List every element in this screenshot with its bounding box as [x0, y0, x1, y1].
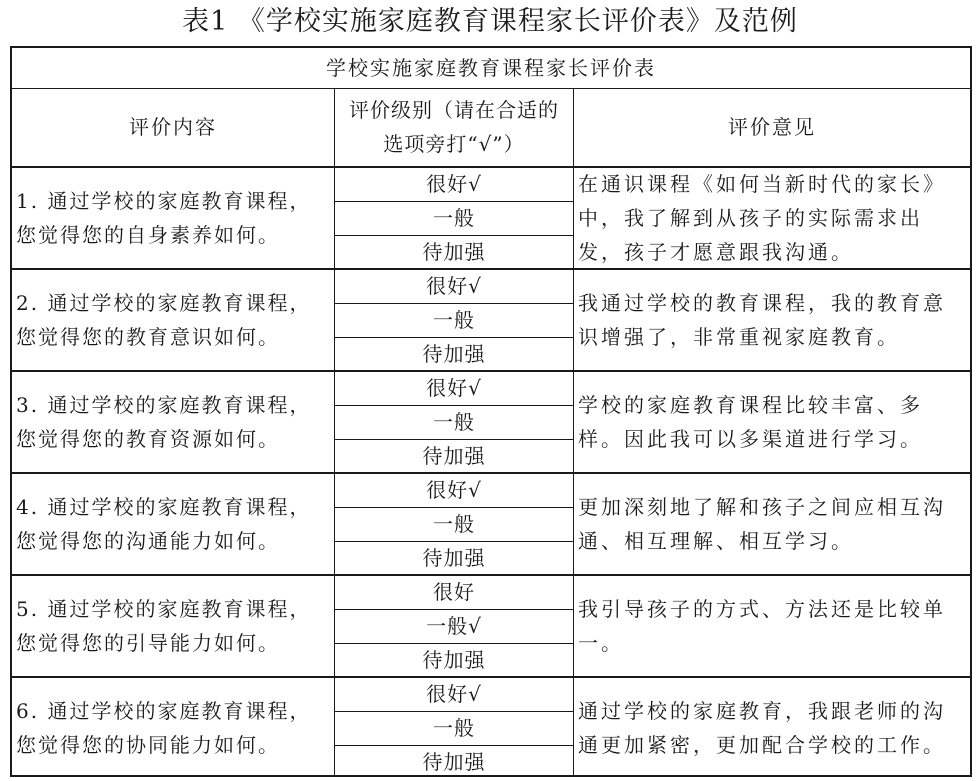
level-separator [335, 303, 573, 304]
level-option: 待加强 [422, 750, 486, 774]
level-separator [335, 541, 573, 542]
header-level: 评价级别（请在合适的选项旁打“√”） [349, 98, 559, 156]
level-separator [335, 711, 573, 712]
row-content: 4. 通过学校的家庭教育课程，您觉得您的沟通能力如何。 [16, 495, 312, 553]
level-separator [335, 609, 573, 610]
row-opinion: 更加深刻地了解和孩子之间应相互沟通、相互理解、相互学习。 [578, 495, 946, 553]
row-opinion: 在通识课程《如何当新时代的家长》中，我了解到从孩子的实际需求出发，孩子才愿意跟我沟通。 [578, 172, 946, 264]
row-content: 5. 通过学校的家庭教育课程，您觉得您的引导能力如何。 [16, 597, 312, 655]
level-option: 很好√ [426, 376, 482, 400]
table-title: 学校实施家庭教育课程家长评价表 [326, 56, 656, 80]
header-content: 评价内容 [129, 115, 217, 139]
level-option: 待加强 [422, 444, 486, 468]
row-opinion: 学校的家庭教育课程比较丰富、多样。因此我可以多渠道进行学习。 [578, 393, 923, 451]
level-option: 待加强 [422, 342, 486, 366]
row-content: 2. 通过学校的家庭教育课程，您觉得您的教育意识如何。 [16, 291, 312, 349]
level-separator [335, 507, 573, 508]
row-content: 1. 通过学校的家庭教育课程，您觉得您的自身素养如何。 [16, 189, 312, 247]
level-option: 待加强 [422, 240, 486, 264]
row-content: 6. 通过学校的家庭教育课程，您觉得您的协同能力如何。 [16, 699, 312, 757]
row-content: 3. 通过学校的家庭教育课程，您觉得您的教育资源如何。 [16, 393, 312, 451]
level-separator [335, 235, 573, 236]
level-option: 很好√ [426, 172, 482, 196]
level-option: 很好 [433, 580, 475, 604]
level-separator [335, 337, 573, 338]
level-option: 很好√ [426, 274, 482, 298]
level-option: 待加强 [422, 648, 486, 672]
level-option: 待加强 [422, 546, 486, 570]
row-opinion: 通过学校的家庭教育，我跟老师的沟通更加紧密，更加配合学校的工作。 [578, 699, 946, 757]
row-opinion: 我引导孩子的方式、方法还是比较单一。 [578, 597, 946, 655]
level-option: 一般 [433, 410, 475, 434]
level-option: 一般 [433, 716, 475, 740]
header-opinion: 评价意见 [728, 115, 816, 139]
level-separator [335, 643, 573, 644]
evaluation-table [10, 46, 972, 777]
level-separator [335, 405, 573, 406]
table-caption: 表1 《学校实施家庭教育课程家长评价表》及范例 [182, 6, 798, 37]
level-option: 很好√ [426, 478, 482, 502]
level-option: 一般 [433, 512, 475, 536]
level-separator [335, 745, 573, 746]
level-option: 一般√ [426, 614, 482, 638]
level-separator [335, 439, 573, 440]
level-option: 一般 [433, 308, 475, 332]
level-separator [335, 201, 573, 202]
level-option: 一般 [433, 206, 475, 230]
row-opinion: 我通过学校的教育课程，我的教育意识增强了，非常重视家庭教育。 [578, 291, 946, 349]
level-option: 很好√ [426, 682, 482, 706]
